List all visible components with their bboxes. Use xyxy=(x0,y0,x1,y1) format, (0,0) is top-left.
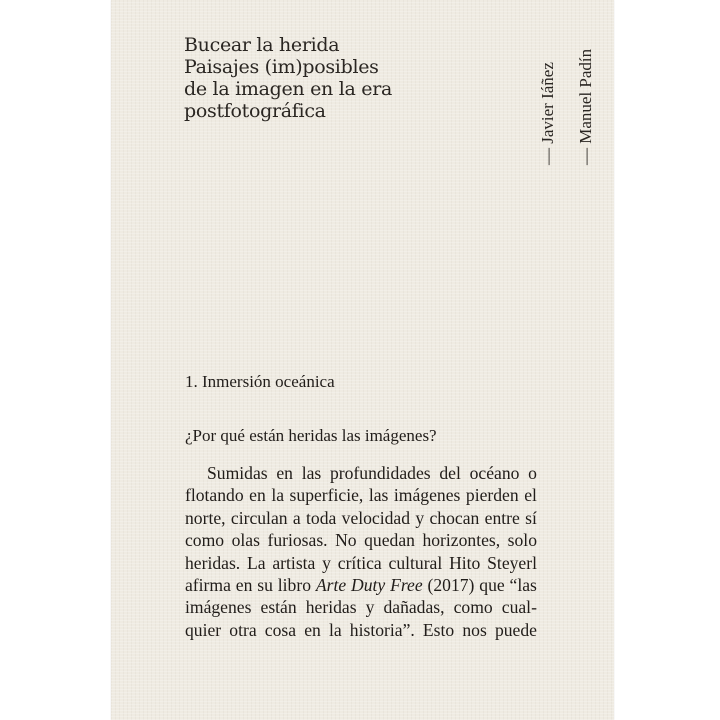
body-paragraph xyxy=(185,462,537,641)
word: cosa xyxy=(264,619,297,640)
word: No xyxy=(335,530,357,551)
word: su xyxy=(257,574,273,595)
paragraph-line xyxy=(185,619,537,641)
word: toda xyxy=(306,507,337,528)
author-name: — Manuel Padín xyxy=(576,48,595,165)
title-line: Bucear la herida xyxy=(184,34,340,56)
word: nos xyxy=(462,619,487,640)
word: y xyxy=(365,597,375,618)
word: del xyxy=(439,463,461,483)
word: libro xyxy=(277,574,311,595)
word: imágenes xyxy=(185,597,252,618)
author-javier xyxy=(538,40,560,170)
subtitle-line: de la imagen en la era xyxy=(184,78,393,100)
word: imágenes xyxy=(393,485,461,506)
word: en xyxy=(304,619,321,640)
paragraph-line xyxy=(185,529,537,551)
word: olas xyxy=(231,530,260,551)
word: las xyxy=(301,463,322,483)
word: dañadas, xyxy=(383,597,445,618)
word: las xyxy=(368,485,389,506)
word: entre xyxy=(484,507,520,528)
word: furiosas. xyxy=(267,530,328,551)
word: La xyxy=(247,552,266,573)
word: historia”. xyxy=(349,619,415,640)
word: otra xyxy=(229,619,257,640)
word: superficie, xyxy=(289,485,364,506)
word: están xyxy=(260,597,297,618)
word: solo xyxy=(507,530,537,551)
word: chocan xyxy=(429,507,480,528)
word: afirma xyxy=(185,574,231,595)
word: “las xyxy=(509,574,537,595)
word: Steyerl xyxy=(487,552,537,573)
word: Hito xyxy=(449,552,481,573)
word: cultural xyxy=(388,552,443,573)
word: horizontes, xyxy=(422,530,501,551)
word: en xyxy=(235,574,253,595)
word: profundidades xyxy=(329,463,431,483)
paragraph-line xyxy=(185,596,537,618)
word: circulan xyxy=(230,507,288,528)
word: océano xyxy=(469,463,520,483)
word: sí xyxy=(525,507,537,528)
word: heridas xyxy=(305,597,357,618)
word: velocidad xyxy=(341,507,411,528)
author-name: — Javier Iáñez xyxy=(538,62,557,165)
subtitle-line: postfotográfica xyxy=(184,100,326,122)
subtitle-line: Paisajes (im)posibles xyxy=(184,56,379,78)
authors xyxy=(530,40,610,170)
word: pierden xyxy=(465,485,519,506)
paragraph-line xyxy=(185,574,537,596)
word: norte, xyxy=(185,507,226,528)
word: y xyxy=(322,552,331,573)
paragraph-line xyxy=(185,507,537,529)
book-title xyxy=(184,34,424,122)
word: quedan xyxy=(364,530,415,551)
word: Sumidas xyxy=(207,463,268,483)
author-manuel xyxy=(576,40,598,170)
word: como xyxy=(185,530,225,551)
word: Free xyxy=(390,574,423,595)
word: el xyxy=(524,485,537,506)
word: la xyxy=(271,485,285,506)
word: que xyxy=(479,574,505,595)
word: y xyxy=(415,507,425,528)
word: heridas. xyxy=(185,552,241,573)
word: Duty xyxy=(351,574,386,595)
word: a xyxy=(292,507,301,528)
word: puede xyxy=(494,619,537,640)
section-heading: 1. Inmersión oceánica xyxy=(185,372,335,391)
word: Esto xyxy=(422,619,455,640)
word: o xyxy=(528,463,537,483)
word: crítica xyxy=(337,552,382,573)
word: en xyxy=(249,485,266,506)
paragraph-line xyxy=(185,552,537,574)
word: Arte xyxy=(315,574,347,595)
paragraph-line xyxy=(185,484,537,506)
word: la xyxy=(328,619,342,640)
question-heading: ¿Por qué están heridas las imágenes? xyxy=(185,426,437,445)
word: en xyxy=(276,463,293,483)
word: cual- xyxy=(501,597,537,618)
paragraph-line xyxy=(185,462,537,484)
word: como xyxy=(453,597,493,618)
word: artista xyxy=(272,552,316,573)
word: (2017) xyxy=(427,574,475,595)
word: flotando xyxy=(185,485,244,506)
word: quier xyxy=(185,619,222,640)
